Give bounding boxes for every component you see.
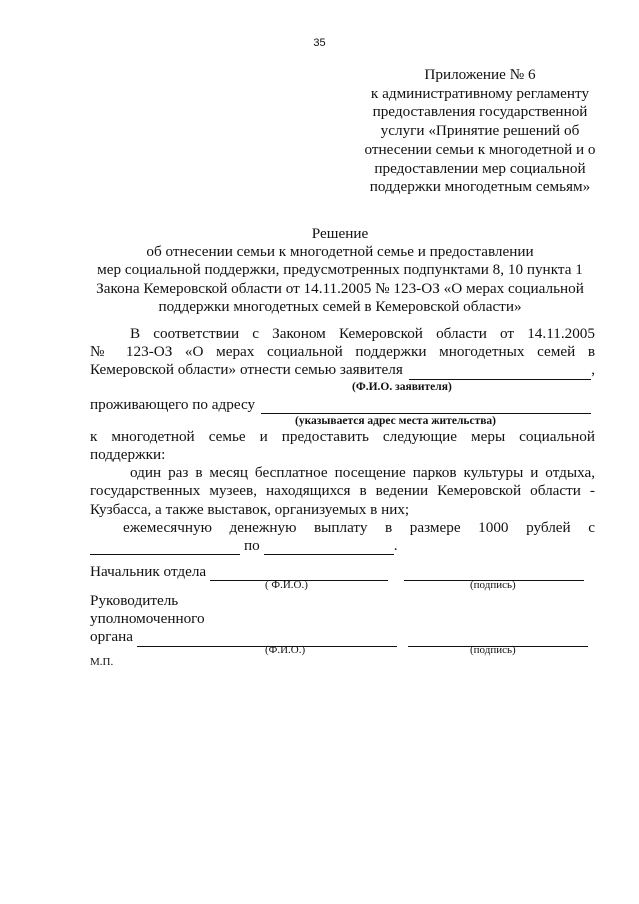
address-row	[90, 396, 595, 414]
applicant-row	[90, 361, 595, 379]
applicant-name-field[interactable]	[409, 366, 591, 380]
appendix-line: поддержки многодетным семьям»	[369, 178, 591, 196]
leader-signature-block	[90, 592, 595, 647]
applicant-caption: (Ф.И.О. заявителя)	[352, 380, 452, 393]
body-text-line: поддержки:	[90, 446, 166, 464]
head-signature-row	[90, 563, 595, 581]
body-text-line: Кузбасса, а также выставок, организуемых в них;	[90, 500, 410, 518]
body-text-line: государственных музеев, находящихся в ведении Кемеровской области -	[90, 482, 595, 500]
address-label: проживающего по адресу	[90, 395, 256, 413]
title-line: мер социальной поддержки, предусмотренных подпунктами 8, 10 пункта 1	[97, 261, 583, 279]
title-line: Решение	[311, 225, 369, 242]
appendix-line: Приложение № 6	[424, 66, 536, 83]
appendix-line: отнесении семьи к многодетной и о	[364, 140, 596, 158]
decision-title	[80, 225, 600, 316]
head-row	[90, 563, 595, 581]
appendix-line: услуги «Принятие решений об	[380, 122, 580, 140]
leader-label-line: органа	[90, 628, 134, 646]
page-number: 35	[313, 37, 326, 49]
period-dot: .	[393, 537, 398, 555]
body-text-line: один раз в месяц бесплатное посещение парков культуры и отдыха,	[130, 464, 595, 482]
title-line: об отнесении семьи к многодетной семье и предоставлении	[146, 243, 534, 261]
body-text-line: В соответствии с Законом Кемеровской области от 14.11.2005	[130, 325, 595, 342]
po-label: по	[244, 537, 260, 555]
appendix-line: предоставлении мер социальной	[374, 159, 586, 177]
body-text-line: Кемеровской области» отнести семью заявителя	[90, 361, 403, 379]
appendix-line: предоставления государственной	[372, 103, 588, 121]
body-text-line: № 123-ОЗ «О мерах социальной поддержки многодетных семей в	[90, 343, 595, 361]
head-label: Начальник отдела	[90, 563, 207, 580]
address-caption: (указывается адрес места жительства)	[295, 414, 497, 427]
title-line: поддержки многодетных семей в Кемеровской области»	[158, 297, 522, 315]
period-row	[90, 537, 595, 555]
head-sign-caption: (подпись)	[470, 579, 516, 591]
stamp-place-label: М.П.	[90, 656, 114, 668]
title-line: Закона Кемеровской области от 14.11.2005 № 123-ОЗ «О мерах социальной	[96, 279, 584, 297]
decision-body	[90, 325, 595, 555]
comma: ,	[591, 361, 595, 379]
leader-label-line: Руководитель	[90, 592, 179, 609]
appendix-line: к административному регламенту	[370, 84, 590, 102]
leader-sign-caption: (подпись)	[470, 644, 516, 656]
period-end-field[interactable]	[264, 541, 394, 555]
address-field[interactable]	[261, 400, 591, 414]
appendix-header	[330, 66, 630, 197]
leader-label-line: уполномоченного	[90, 610, 205, 628]
body-text-line: к многодетной семье и предоставить следующие меры социальной	[90, 427, 595, 445]
body-text-line: ежемесячную денежную выплату в размере 1000 рублей с	[123, 518, 595, 536]
head-fio-caption: ( Ф.И.О.)	[265, 579, 308, 591]
leader-fio-caption: (Ф.И.О.)	[265, 644, 306, 656]
leader-row	[90, 628, 595, 646]
period-start-field[interactable]	[90, 541, 240, 555]
